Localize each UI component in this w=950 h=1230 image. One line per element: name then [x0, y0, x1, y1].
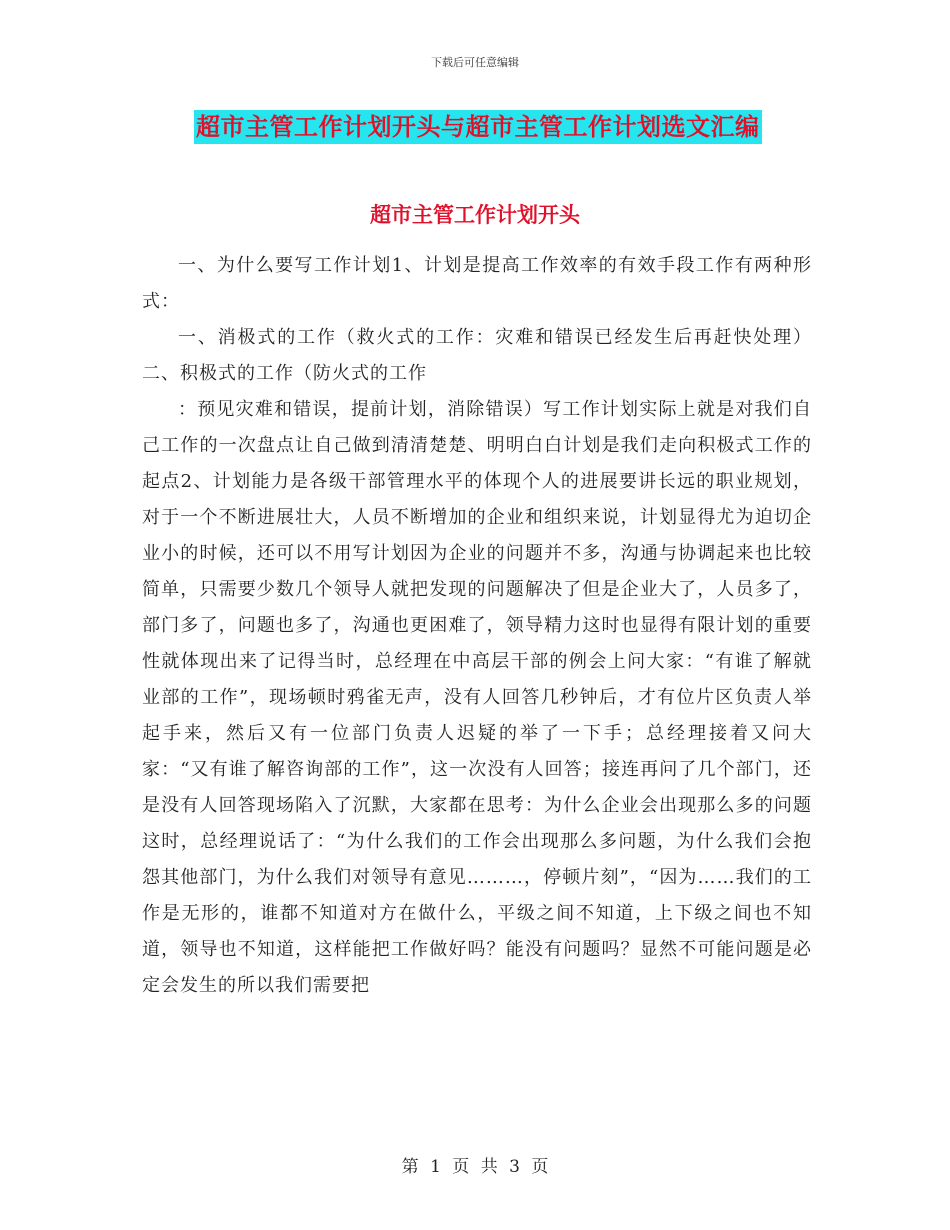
body-paragraph: 一、消极式的工作（救火式的工作：灾难和错误已经发生后再赶快处理）二、积极式的工作（防火式的工作 [142, 327, 812, 384]
document-body [142, 248, 812, 1004]
document-title: 超市主管工作计划开头与超市主管工作计划选文汇编 [194, 110, 762, 144]
page-number-footer: 第 1 页 共 3 页 [401, 1157, 549, 1177]
section-title: 超市主管工作计划开头 [370, 203, 580, 227]
header-note: 下载后可任意编辑 [431, 56, 519, 69]
body-paragraph: 一、为什么要写工作计划1、计划是提高工作效率的有效手段工作有两种形式： [142, 255, 812, 312]
body-paragraph: ：预见灾难和错误，提前计划，消除错误）写工作计划实际上就是对我们自己工作的一次盘点让自己做到清清楚楚、明明白白计划是我们走向积极式工作的起点2、计划能力是各级干部管理水平的体现个人的进展要讲长远的职业规划，对于一个不断进展壮大，人员不断增加的企业和组织来说，计划显得尤为迫切企业小的时候，还可以不用写计划因为企业的问题并不多，沟通与协调起来也比较简单，只需要少数几个领导人就把发现的问题解决了但是企业大了，人员多了，部门多了，问题也多了，沟通也更困难了，领导精力这时也显得有限计划的重要性就体现出来了记得当时，总经理在中高层干部的例会上问大家：“有谁了解就业部的工作”，现场顿时鸦雀无声，没有人回答几秒钟后，才有位片区负责人举起手来，然后又有一位部门负责人迟疑的举了一下手；总经理接着又问大家：“又有谁了解咨询部的工作”，这一次没有人回答；接连再问了几个部门，还是没有人回答现场陷入了沉默，大家都在思考：为什么企业会出现那么多的问题这时，总经理说话了：“为什么我们的工作会出现那么多问题，为什么我们会抱怨其他部门，为什么我们对领导有意见………，停顿片刻”，“因为……我们的工作是无形的，谁都不知道对方在做什么，平级之间不知道，上下级之间也不知道，领导也不知道，这样能把工作做好吗？能没有问题吗？显然不可能问题是必定会发生的所以我们需要把 [142, 399, 812, 996]
